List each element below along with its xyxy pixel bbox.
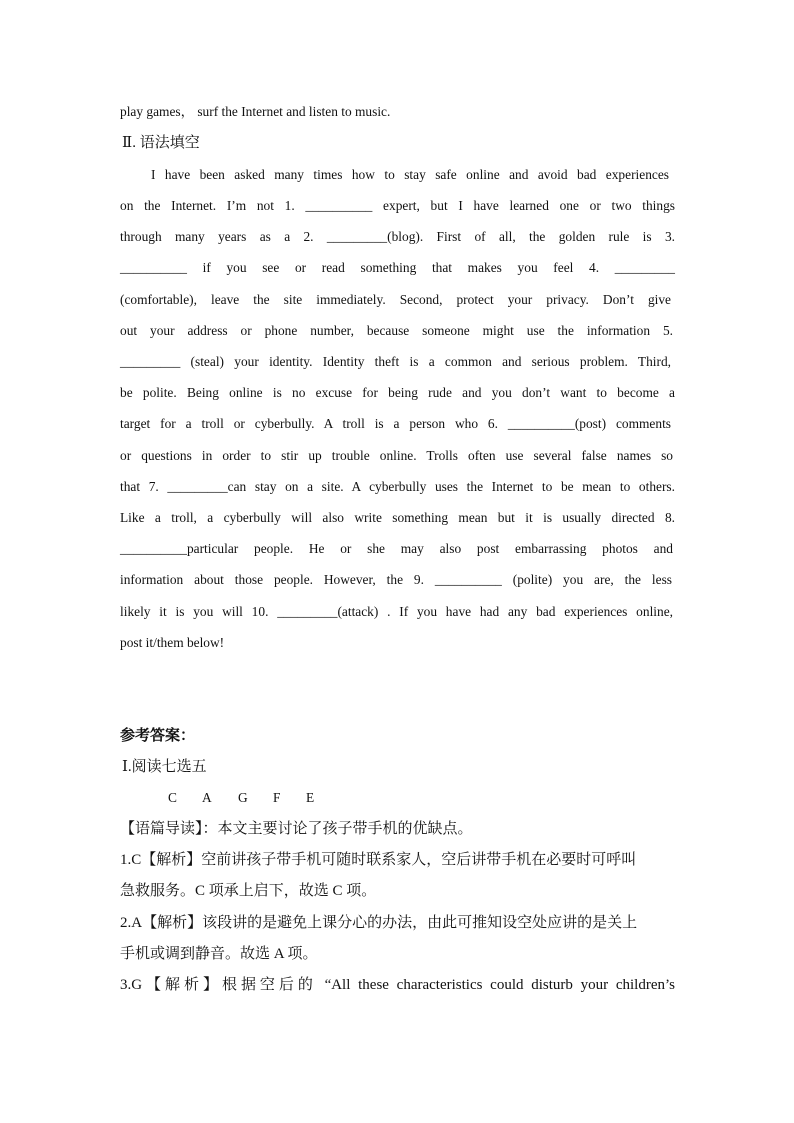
passage-line: (comfortable), leave the site immediately. Second, protect your privacy. Don’t give — [120, 292, 671, 307]
passage-line: out your address or phone number, because someone might use the information 5. — [120, 323, 673, 338]
explanation-line: 【语篇导读】：本文主要讨论了孩子带手机的优缺点。 — [120, 821, 473, 837]
answers-heading: 参考答案： — [120, 728, 196, 744]
passage-line: that 7. _________can stay on a site. A cyberbully uses the Internet to be mean to others. — [120, 479, 675, 494]
passage-line: post it/them below! — [120, 635, 225, 650]
passage-line: __________ if you see or read something that makes you feel 4. _________ — [120, 260, 675, 275]
passage-line: or questions in order to stir up trouble online. Trolls often use several false names so — [120, 448, 673, 463]
passage-line: likely it is you will 10. _________(attack) . If you have had any bad experiences online, — [120, 604, 673, 619]
answer-letter: F — [273, 790, 281, 805]
passage-line: _________ (steal) your identity. Identity theft is a common and serious problem. Third, — [120, 354, 671, 369]
answer-letter: A — [202, 790, 212, 805]
passage-line: be polite. Being online is no excuse for being rude and you don’t want to become a — [120, 385, 675, 400]
answer-letter: C — [168, 790, 177, 805]
passage-line: target for a troll or cyberbully. A troll is a person who 6. __________(post) comments — [120, 416, 671, 431]
answer-letter: G — [238, 790, 248, 805]
explanation-line: 手机或调到静音。故选 A 项。 — [120, 946, 318, 962]
explanation-line: 3.G【解析】根据空后的 “All these characteristics could disturb your children’s — [120, 977, 675, 993]
section-title-grammar: Ⅱ. 语法填空 — [122, 135, 200, 151]
reading-passage-tail: play games， surf the Internet and listen to music. — [120, 104, 391, 119]
passage-line: I have been asked many times how to stay safe online and avoid bad experiences — [151, 167, 669, 182]
passage-line: information about those people. However, the 9. __________ (polite) you are, the less — [120, 572, 672, 587]
explanation-line: 急救服务。C 项承上启下，故选 C 项。 — [120, 883, 377, 899]
passage-line: Like a troll, a cyberbully will also write something mean but it is usually directed 8. — [120, 510, 675, 525]
answers-part1-title: Ⅰ.阅读七选五 — [122, 759, 207, 775]
explanation-line: 1.C【解析】空前讲孩子带手机可随时联系家人，空后讲带手机在必要时可呼叫 — [120, 852, 637, 868]
passage-line: through many years as a 2. _________(blog). First of all, the golden rule is 3. — [120, 229, 675, 244]
passage-line: __________particular people. He or she may also post embarrassing photos and — [120, 541, 673, 556]
passage-line: on the Internet. I’m not 1. __________ expert, but I have learned one or two things — [120, 198, 675, 213]
answer-letter: E — [306, 790, 315, 805]
explanation-line: 2.A【解析】该段讲的是避免上课分心的办法，由此可推知设空处应讲的是关上 — [120, 915, 638, 931]
